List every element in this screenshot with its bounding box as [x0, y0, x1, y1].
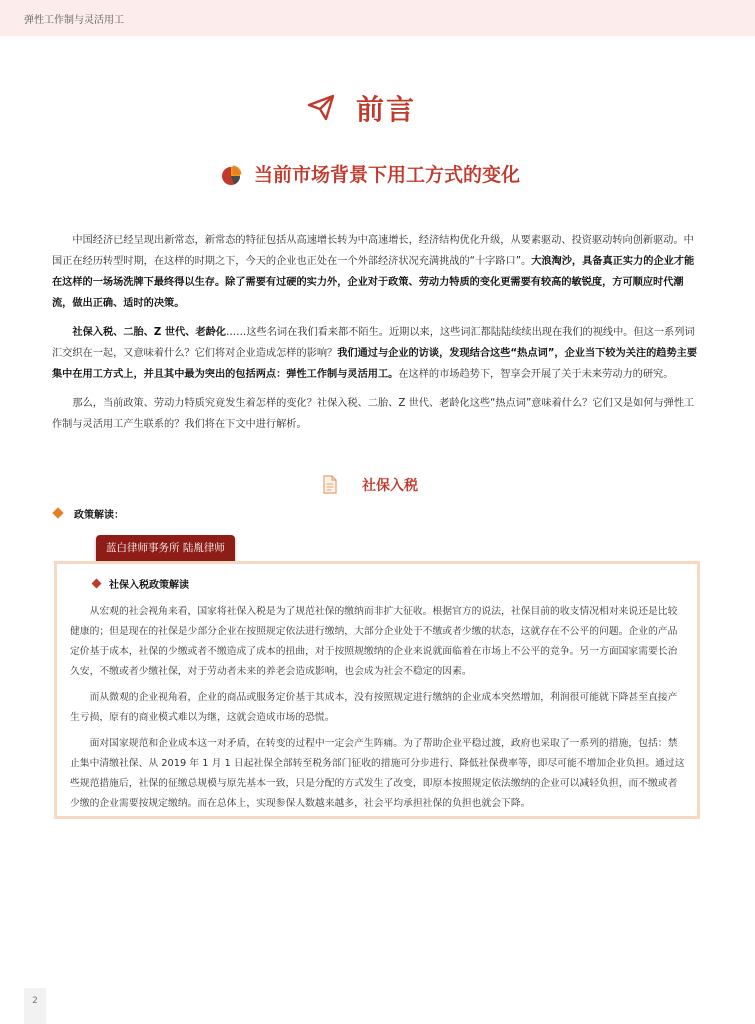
diamond-bullet-icon — [92, 579, 102, 589]
section-heading — [0, 472, 755, 496]
page-number-tab — [24, 988, 46, 1024]
intro-paragraph-3: 那么，当前政策、劳动力特质究竟发生着怎样的变化？社保入税、二胎、Z 世代、老龄化这些“热点词”意味着什么？它们又是如何与弹性工作制与灵活用工产生联系的？我们将在下文中进行解析。 — [52, 398, 695, 430]
document-icon — [322, 475, 338, 494]
intro-p1-text: 中国经济已经呈现出新常态，新常态的特征包括从高速增长转为中高速增长，经济结构优化升级，从要素驱动、投资驱动转向创新驱动。中国正在经历转型时期，在这样的时期之下，今天的企业也正处在一个外部经济状况充满挑战的“十字路口”。 — [52, 235, 694, 267]
page-number: 2 — [32, 996, 38, 1006]
intro-paragraph-1 — [52, 230, 702, 314]
preface-heading — [0, 86, 755, 130]
section-title: 社保入税 — [362, 478, 418, 494]
box-paragraph-1: 从宏观的社会视角来看，国家将社保入税是为了规范社保的缴纳而非扩大征收。根据官方的说法，社保目前的收支情况相对来说还是比较健康的；但是现在的社保是少部分企业在按照规定依法进行缴纳，大部分企业处于不缴或者少缴的状态，这就存在不公平的问题。企业的产品定价基于成本，社保的少缴或者不缴造成了成本的扭曲，对于按照规缴纳的企业来说就面临着在市场上不公平的竞争。另一方面国家需要长治久安，不缴或者少缴社保，对于劳动者未来的养老会造成影响，也会成为社会不稳定的因素。 — [70, 606, 678, 677]
policy-box — [54, 561, 700, 819]
chapter-subtitle — [0, 158, 755, 190]
intro-p2-bold: 我们通过与企业的访谈，发现结合这些“热点词”，企业当下较为关注的趋势主要集中在用工方式上，并且其中最为突出的包括两点：弹性工作制与灵活用工。 — [52, 348, 698, 380]
intro-p2-tail: 在这样的市场趋势下，智享会开展了关于未来劳动力的研究。 — [398, 369, 674, 380]
header-doc-title: 弹性工作制与灵活用工 — [24, 15, 124, 26]
lawyer-tag: 蓝白律师事务所 陆胤律师 — [96, 535, 235, 561]
intro-p2-text: ……这些名词在我们看来都不陌生。近期以来，这些词汇都陆陆续续出现在我们的视线中。但这一系列词汇交织在一起，又意味着什么？它们将对企业造成怎样的影响？ — [52, 327, 695, 359]
paper-plane-icon — [306, 92, 336, 122]
pie-chart-icon — [220, 164, 242, 186]
preface-title: 前言 — [356, 93, 417, 126]
running-header — [0, 0, 755, 36]
subtitle-text: 当前市场背景下用工方式的变化 — [254, 164, 521, 186]
box-title: 社保入税政策解读 — [109, 580, 189, 591]
intro-p2-keywords: 社保入税、二胎、Z 世代、老龄化 — [72, 327, 226, 338]
policy-label: 政策解读： — [74, 510, 124, 521]
intro-section — [52, 230, 702, 443]
box-paragraph-2: 而从微观的企业视角看，企业的商品或服务定价基于其成本，没有按照规定进行缴纳的企业成本突然增加，利润很可能就下降甚至直接产生亏损，原有的商业模式难以为继，这就会造成市场的恐慌。 — [70, 692, 678, 723]
intro-paragraph-2 — [52, 322, 702, 385]
box-body — [70, 602, 686, 820]
intro-p1-bold: 大浪淘沙，具备真正实力的企业才能在这样的一场场洗牌下最终得以生存。除了需要有过硬的实力外，企业对于政策、劳动力特质的变化更需要有较高的敏锐度，方可顺应时代潮流，做出正确、适时的决策。 — [52, 256, 695, 309]
box-paragraph-3: 面对国家规范和企业成本这一对矛盾，在转变的过程中一定会产生阵痛。为了帮助企业平稳过渡，政府也采取了一系列的措施，包括：禁止集中清缴社保、从 2019 年 1 月 1 日起社保全部转至税务部门征收的措施可分步进行、降低社保费率等，即尽可能不增加企业负担。通过这些规范措施后，社保的征缴总规模与原先基本一致，只是分配的方式发生了改变，即原本按照规定依法缴纳的企业可以减轻负担，而不缴或者少缴的企业需要按规定缴纳。而在总体上，实现参保人数越来越多，社会平均承担社保的负担也就会下降。 — [70, 738, 685, 809]
diamond-bullet-icon — [52, 507, 63, 518]
